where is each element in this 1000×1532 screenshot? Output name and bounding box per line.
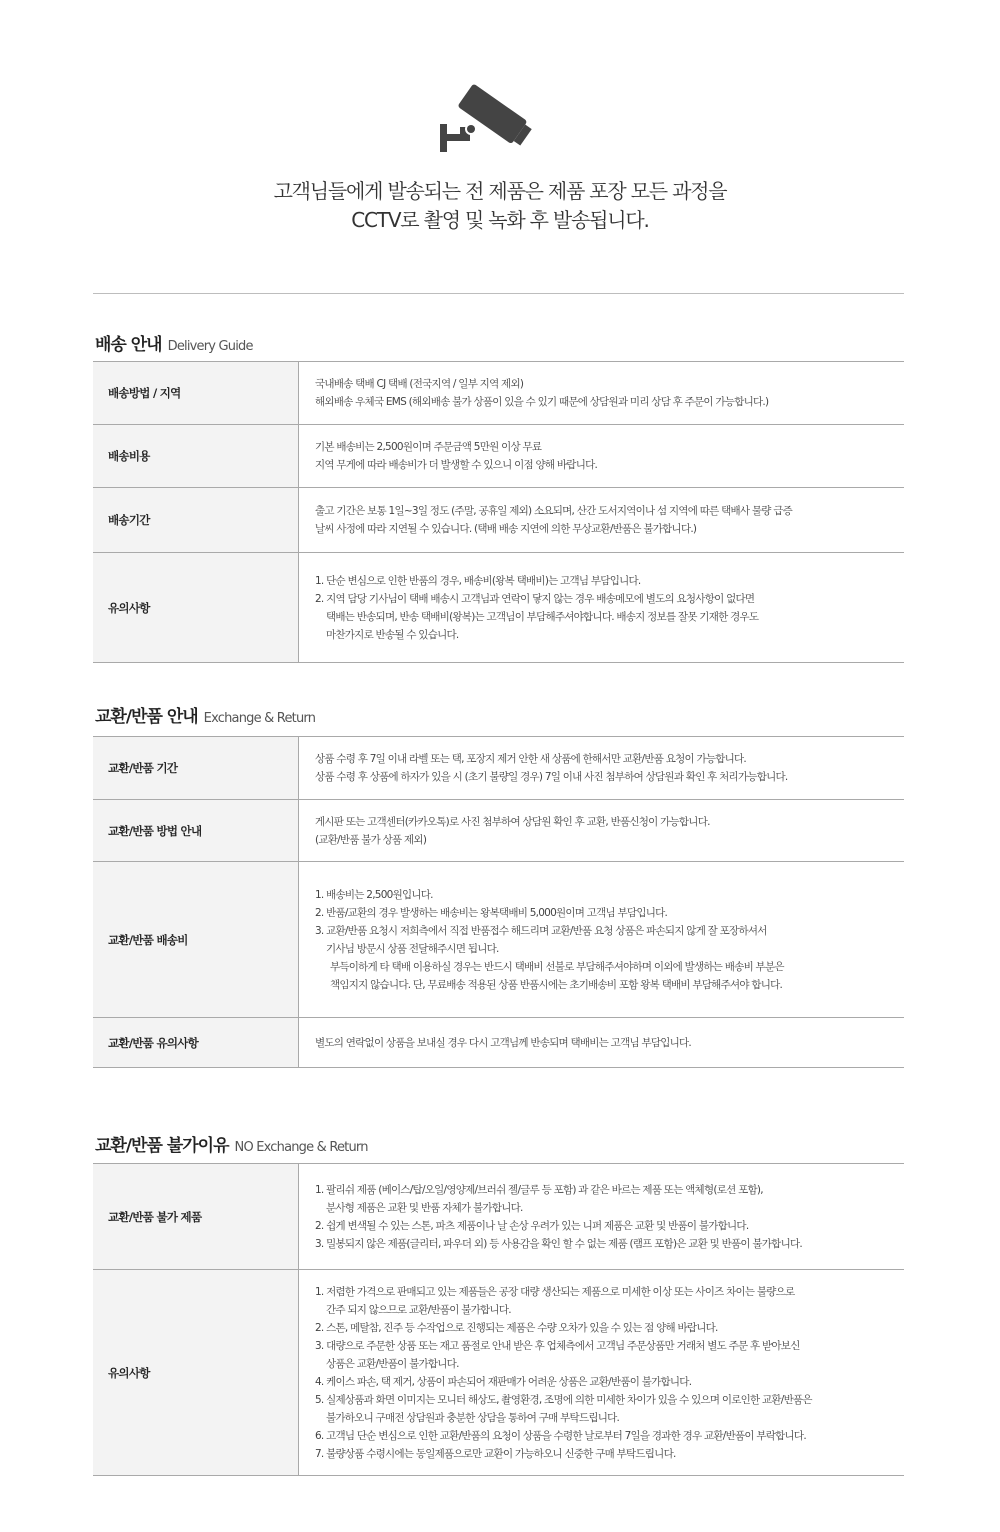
table-row: [93, 362, 904, 425]
content-line: 기본 배송비는 2,500원이며 주문금액 5만원 이상 무료: [315, 441, 542, 453]
noexchange-table: [93, 1163, 904, 1476]
content-line: 2. 쉽게 변색될 수 있는 스톤, 파츠 제품이나 날 손상 우려가 있는 니퍼 제품은 교환 및 반품이 불가합니다.: [315, 1219, 749, 1232]
row-content: [299, 800, 904, 861]
noexchange-title-ko: 교환/반품 불가이유: [95, 1136, 229, 1156]
row-content: [299, 488, 904, 552]
content-line: 택배는 반송되며, 반송 택배비(왕복)는 고객님이 부담해주셔야합니다. 배송지 정보를 잘못 기재한 경우도: [326, 610, 759, 623]
delivery-section-title: [95, 330, 253, 355]
content-line: 간주 되지 않으므로 교환/반품이 불가합니다.: [326, 1303, 511, 1316]
row-content: [299, 1018, 904, 1067]
table-row: [93, 425, 904, 488]
row-label: 배송기간: [93, 488, 299, 552]
row-content: [299, 1164, 904, 1269]
row-label: 교환/반품 배송비: [93, 862, 299, 1017]
content-line: 2. 스톤, 메탈참, 진주 등 수작업으로 진행되는 제품은 수량 오차가 있을 수 있는 점 양해 바랍니다.: [315, 1321, 718, 1334]
exchange-table: [93, 736, 904, 1068]
table-row: [93, 1018, 904, 1068]
hero-text-line2: CCTV로 촬영 및 녹화 후 발송됩니다.: [351, 208, 649, 232]
table-row: [93, 1270, 904, 1476]
content-line: 출고 기간은 보통 1일~3일 정도 (주말, 공휴일 제외) 소요되며, 산간 도서지역이나 섬 지역에 따른 택배사 물량 급증: [315, 505, 793, 517]
exchange-section-title: [95, 702, 315, 727]
noexchange-title-en: NO Exchange & Return: [234, 1140, 368, 1155]
row-content: [299, 362, 904, 424]
table-row: [93, 737, 904, 800]
noexchange-section-title: [95, 1131, 368, 1156]
row-content: [299, 1270, 904, 1475]
content-line: 상품 수령 후 7일 이내 라벨 또는 택, 포장지 제거 안한 새 상품에 한해서만 교환/반품 요청이 가능합니다.: [315, 753, 747, 765]
content-line: 날씨 사정에 따라 지연될 수 있습니다. (택배 배송 지연에 의한 무상교환/반품은 불가합니다.): [315, 523, 697, 535]
content-line: 분사형 제품은 교환 및 반품 자체가 불가합니다.: [326, 1201, 523, 1214]
content-line: 1. 배송비는 2,500원입니다.: [315, 888, 433, 901]
row-label: 교환/반품 불가 제품: [93, 1164, 299, 1269]
delivery-table: [93, 361, 904, 663]
divider: [93, 293, 904, 294]
cctv-camera-icon: [438, 78, 538, 158]
content-line: 3. 밀봉되지 않은 제품(글리터, 파우더 외) 등 사용감을 확인 할 수 없는 제품 (램프 포함)은 교환 및 반품이 불가합니다.: [315, 1237, 802, 1250]
row-label: 교환/반품 방법 안내: [93, 800, 299, 861]
content-line: 국내배송 택배 CJ 택배 (전국지역 / 일부 지역 제외): [315, 378, 524, 390]
table-row: [93, 1164, 904, 1270]
row-content: [299, 737, 904, 799]
content-line: 2. 지역 담당 기사님이 택배 배송시 고객님과 연락이 닿지 않는 경우 배송메모에 별도의 요청사항이 없다면: [315, 592, 755, 605]
row-content: [299, 862, 904, 1017]
table-row: [93, 488, 904, 553]
content-line: 1. 저렴한 가격으로 판매되고 있는 제품들은 공장 대량 생산되는 제품으로 미세한 이상 또는 사이즈 차이는 불량으로: [315, 1285, 795, 1298]
content-line: 불가하오니 구매전 상담원과 충분한 상담을 통하여 구매 부탁드립니다.: [326, 1411, 620, 1424]
table-row: [93, 800, 904, 862]
exchange-title-en: Exchange & Return: [203, 711, 316, 726]
delivery-title-en: Delivery Guide: [167, 339, 253, 354]
content-line: 5. 실제상품과 화면 이미지는 모니터 해상도, 촬영환경, 조명에 의한 미세한 차이가 있을 수 있으며 이로인한 교환/반품은: [315, 1393, 812, 1406]
table-row: [93, 862, 904, 1018]
row-label: 교환/반품 기간: [93, 737, 299, 799]
content-line: 1. 팔리쉬 제품 (베이스/탑/오일/영양제/브러쉬 젤/글루 등 포함) 과 같은 바르는 제품 또는 액체형(로션 포함),: [315, 1183, 763, 1196]
content-line: 상품 수령 후 상품에 하자가 있을 시 (초기 불량일 경우) 7일 이내 사진 첨부하여 상담원과 확인 후 처리가능합니다.: [315, 771, 788, 783]
delivery-title-ko: 배송 안내: [95, 335, 162, 355]
hero-text-line1: 고객님들에게 발송되는 전 제품은 제품 포장 모든 과정을: [273, 179, 727, 203]
content-line: 마찬가지로 반송될 수 있습니다.: [326, 628, 459, 641]
content-line: 3. 대량으로 주문한 상품 또는 재고 품절로 안내 받은 후 업체측에서 고객님 주문상품만 거래처 별도 주문 후 받아보신: [315, 1339, 800, 1352]
content-line: 2. 반품/교환의 경우 발생하는 배송비는 왕복택배비 5,000원이며 고객님 부담입니다.: [315, 906, 668, 919]
content-line: 책임지지 않습니다. 단, 무료배송 적용된 상품 반품시에는 초기배송비 포함 왕복 택배비 부담해주셔야 합니다.: [330, 978, 783, 991]
content-line: 부득이하게 타 택배 이용하실 경우는 반드시 택배비 선불로 부담해주셔야하며 이외에 발생하는 배송비 부분은: [330, 960, 784, 973]
row-label: 배송비용: [93, 425, 299, 487]
row-content: [299, 553, 904, 662]
content-line: 6. 고객님 단순 변심으로 인한 교환/반품의 요청이 상품을 수령한 날로부터 7일을 경과한 경우 교환/반품이 부락합니다.: [315, 1429, 806, 1442]
content-line: 해외배송 우체국 EMS (해외배송 불가 상품이 있을 수 있기 때문에 상담원과 미리 상담 후 주문이 가능합니다.): [315, 396, 769, 408]
content-line: 4. 케이스 파손, 택 제거, 상품이 파손되어 재판매가 어려운 상품은 교환/반품이 불가합니다.: [315, 1375, 692, 1388]
hero-section: [0, 0, 1000, 294]
row-content: [299, 425, 904, 487]
content-line: 별도의 연락없이 상품을 보내실 경우 다시 고객님께 반송되며 택배비는 고객님 부담입니다.: [315, 1036, 692, 1049]
row-label: 교환/반품 유의사항: [93, 1018, 299, 1067]
content-line: (교환/반품 불가 상품 제외): [315, 833, 427, 846]
table-row: [93, 553, 904, 663]
content-line: 상품은 교환/반품이 불가합니다.: [326, 1357, 459, 1370]
content-line: 7. 불량상품 수령시에는 동일제품으로만 교환이 가능하오니 신중한 구매 부탁드립니다.: [315, 1447, 676, 1460]
row-label: 유의사항: [93, 553, 299, 662]
content-line: 1. 단순 변심으로 인한 반품의 경우, 배송비(왕복 택배비)는 고객님 부담입니다.: [315, 574, 641, 587]
content-line: 3. 교환/반품 요청시 저희측에서 직접 반품접수 해드리며 교환/반품 요청 상품은 파손되지 않게 잘 포장하셔서: [315, 924, 767, 937]
row-label: 배송방법 / 지역: [93, 362, 299, 424]
row-label: 유의사항: [93, 1270, 299, 1475]
content-line: 게시판 또는 고객센터(카카오톡)로 사진 첨부하여 상담원 확인 후 교환, 반품신청이 가능합니다.: [315, 815, 710, 828]
content-line: 기사님 방문시 상품 전달해주시면 됩니다.: [326, 942, 499, 955]
content-line: 지역 무게에 따라 배송비가 더 발생할 수 있으니 이점 양해 바랍니다.: [315, 459, 598, 471]
exchange-title-ko: 교환/반품 안내: [95, 707, 198, 727]
